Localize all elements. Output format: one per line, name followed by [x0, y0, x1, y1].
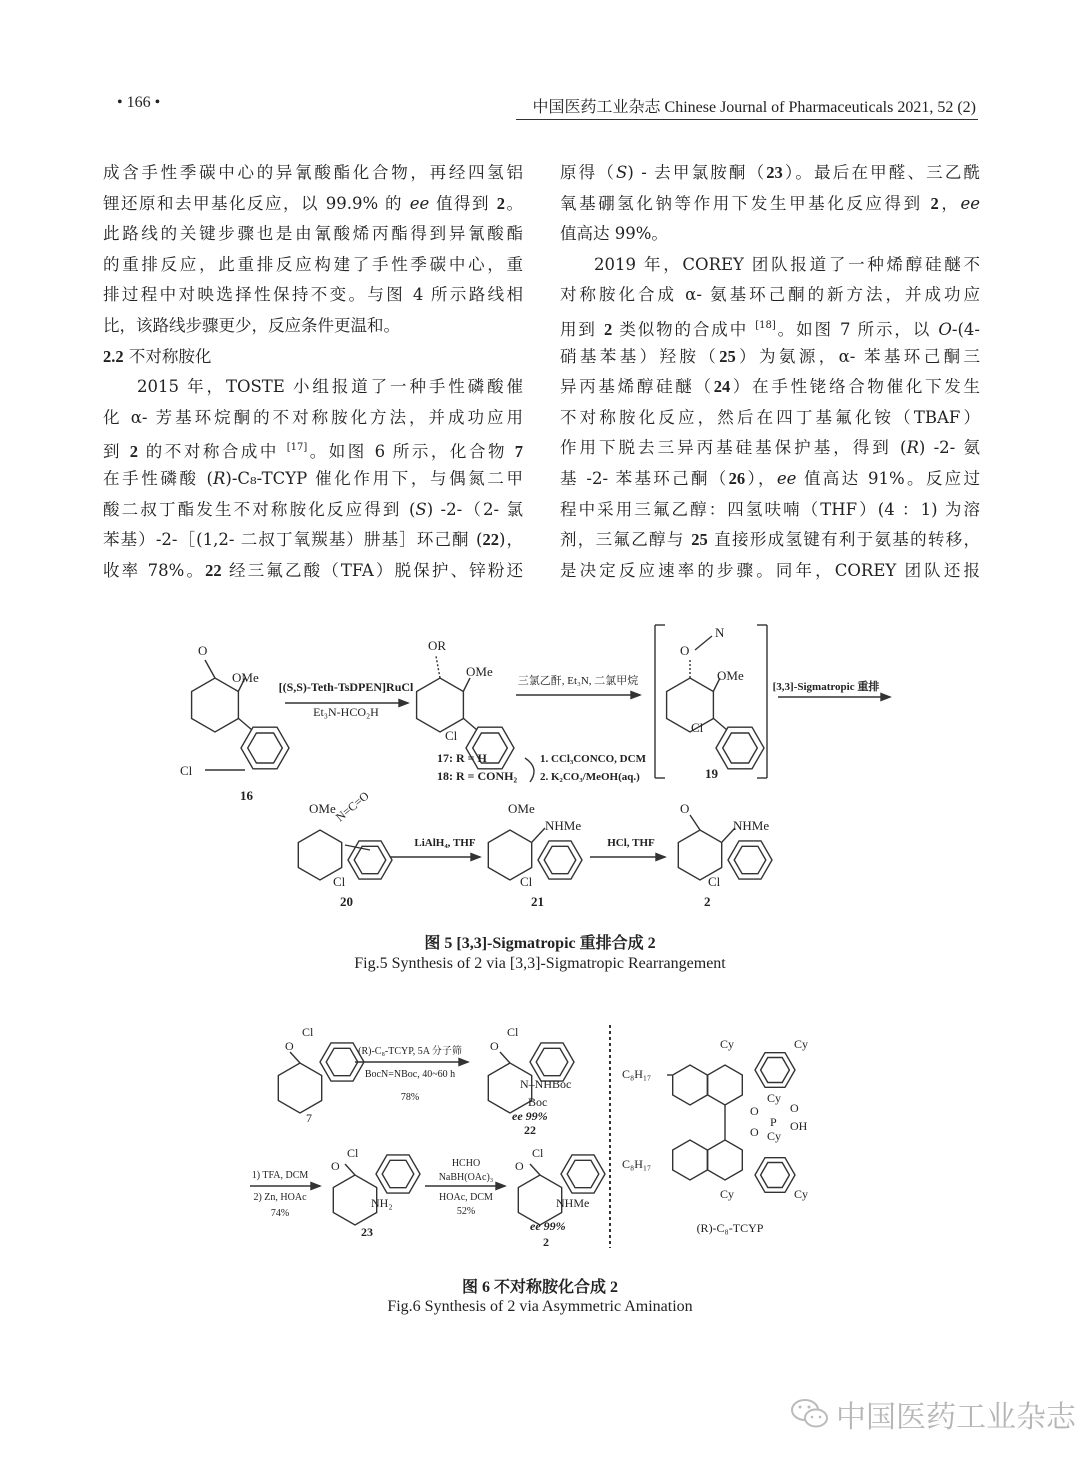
- text-segment: 23: [766, 163, 783, 182]
- atom-label: O: [515, 1159, 524, 1173]
- atom-label: O: [790, 1101, 799, 1115]
- text-segment: 化 α- 芳基环烷酮的不对称胺化方法，并成功应用: [103, 407, 523, 427]
- atom-label: C₈H₁₇: [622, 1157, 652, 1171]
- text-segment: ）。最后在甲醛、三乙酰: [782, 163, 981, 182]
- compound-number: 2: [704, 894, 711, 909]
- bond: [690, 815, 700, 830]
- atom-label: Cy: [767, 1091, 782, 1105]
- compound-number: 22: [524, 1123, 536, 1137]
- ring: [298, 830, 341, 880]
- reagent-label: (R)-C₈-TCYP, 5A 分子筛: [358, 1046, 462, 1057]
- reagent-label: [(S,S)-Teth-TsDPEN]RuCl: [278, 680, 414, 694]
- text-segment: 酸二叔丁酯发生不对称胺化反应得到 (: [103, 499, 416, 519]
- ring: [673, 1065, 708, 1105]
- bond: [290, 1052, 300, 1063]
- text-segment: 。如图 7 所示，以: [775, 319, 939, 339]
- text-segment: R: [212, 468, 226, 488]
- text-segment: 2.2: [103, 346, 124, 366]
- text-segment: 在手性磷酸 (: [103, 468, 213, 488]
- reagent-label: HCHO: [451, 1158, 481, 1169]
- text-segment: 收率 78%。: [103, 560, 206, 580]
- atom-label: NHMe: [733, 818, 770, 833]
- text-segment: )，: [498, 530, 524, 550]
- text-segment: 2: [496, 193, 505, 213]
- compound-number: 23: [361, 1225, 373, 1239]
- atom-label: OMe: [309, 801, 336, 816]
- text-segment: R: [906, 438, 919, 458]
- text-segment: 程中采用三氟乙醇：四氢呋喃（THF）(4 ：1) 为溶: [560, 499, 980, 519]
- compound-label: 18: R = CONH₂: [437, 769, 518, 783]
- atom-label: OR: [428, 638, 447, 653]
- atom-label: Cy: [720, 1187, 735, 1201]
- atom-label: Cl: [445, 728, 458, 743]
- arrowhead: [311, 1183, 320, 1190]
- atom-label: Cl: [520, 874, 533, 889]
- text-segment: 。如图 6 所示，化合物: [307, 442, 515, 462]
- arrowhead: [459, 1059, 468, 1066]
- figure-5-caption-zh: 图 5 [3,3]-Sigmatropic 重排合成 2: [424, 935, 656, 952]
- arrowhead: [496, 1183, 505, 1190]
- text-segment: ee: [960, 193, 981, 213]
- reagent-label: [3,3]-Sigmatropic 重排: [772, 681, 880, 693]
- yield-label: 74%: [270, 1208, 290, 1219]
- atom-label: N: [715, 625, 725, 640]
- compound-number: 2: [543, 1235, 549, 1249]
- text-segment: 2: [603, 319, 613, 339]
- atom-label: NH₂: [371, 1196, 393, 1210]
- aromatic-inner-ring: [544, 846, 576, 873]
- atom-label: NHMe: [556, 1196, 590, 1210]
- text-segment: 排过程中对映选择性保持不变。与图 4 所示路线相: [103, 285, 523, 305]
- reagent-label: NaBH(OAc)₃: [438, 1172, 494, 1183]
- ring: [678, 830, 721, 880]
- aromatic-inner-ring: [567, 1160, 599, 1187]
- atom-label: O: [285, 1039, 294, 1053]
- atom-label: Cl: [347, 1146, 359, 1160]
- text-segment: 22: [205, 560, 222, 580]
- text-segment: )-C₈-TCYP 催化作用下，与偶氮二甲: [225, 468, 523, 488]
- text-segment: 对称胺化合成 α- 氨基环己酮的新方法，并成功应: [560, 285, 980, 305]
- atom-label: Cl: [708, 874, 721, 889]
- text-segment: 剂，三氟乙醇与: [560, 530, 692, 550]
- reagent-label: 2. K₂CO₃/MeOH(aq.): [540, 771, 640, 783]
- atom-label: Cy: [767, 1129, 782, 1143]
- ring: [278, 1063, 321, 1113]
- atom-label: Boc: [528, 1095, 548, 1109]
- reagent-label: HCl, THF: [607, 837, 655, 849]
- reagent-label: Et₃N-HCO₂H: [313, 705, 379, 719]
- bond: [463, 718, 477, 730]
- bond: [205, 660, 215, 678]
- atom-label: O: [331, 1159, 340, 1173]
- compound-number: 21: [531, 894, 544, 909]
- atom-label: Cl: [333, 874, 346, 889]
- aromatic-inner-ring: [248, 733, 283, 763]
- journal-header: 中国医药工业杂志 Chinese Journal of Pharmaceuticals 2021, 52 (2): [532, 99, 976, 116]
- compound-number: 20: [340, 894, 353, 909]
- atom-label: N=C=O: [332, 788, 372, 825]
- text-segment: 直接形成氢键有利于氨基的转移，: [707, 530, 980, 550]
- bond: [695, 636, 712, 650]
- page-number: • 166 •: [117, 94, 161, 111]
- figure-5-caption-en: Fig.5 Synthesis of 2 via [3,3]-Sigmatropic Rearrangement: [354, 955, 726, 972]
- text-segment: O: [938, 319, 952, 339]
- arrowhead: [656, 854, 665, 861]
- bond: [500, 1052, 510, 1063]
- text-segment: 22: [482, 530, 499, 550]
- atom-label: Cy: [794, 1187, 809, 1201]
- text-segment: 2: [129, 442, 139, 462]
- compound-number: 19: [705, 766, 718, 781]
- atom-label: OMe: [508, 801, 535, 816]
- text-segment: 原得（: [560, 163, 617, 182]
- atom-label: O: [198, 643, 208, 658]
- arrowhead: [471, 854, 480, 861]
- reagent-label: 1) TFA, DCM: [251, 1170, 309, 1181]
- text-segment: 24: [713, 377, 731, 397]
- atom-label: O: [680, 801, 690, 816]
- ring: [667, 678, 714, 732]
- aromatic-inner-ring: [761, 1058, 790, 1083]
- text-segment: 的重排反应，此重排反应构建了手性季碳中心，重: [103, 254, 523, 274]
- text-segment: 苯基）-2-［(1,2- 二叔丁氧羰基）肼基］环己酮 (: [103, 530, 483, 550]
- text-segment: 2019 年，COREY 团队报道了一种烯醇硅醚不: [594, 254, 980, 274]
- aromatic-inner-ring: [734, 846, 766, 873]
- text-segment: 不对称胺化反应，然后在四丁基氟化铵（TBAF）: [560, 407, 980, 427]
- text-segment: 此路线的关键步骤也是由氰酸烯丙酯得到异氰酸酯: [103, 224, 523, 244]
- atom-label: OMe: [466, 664, 493, 679]
- bond: [532, 828, 545, 842]
- compound-label: 17: R = H: [437, 751, 487, 765]
- bond: [530, 1164, 540, 1175]
- text-segment: 类似物的合成中: [612, 319, 756, 339]
- text-segment: 值高达 99%。: [560, 224, 668, 244]
- figure-5-scheme: [180, 625, 879, 909]
- catalyst-name: (R)-C₈-TCYP: [696, 1221, 764, 1235]
- atom-label: Cl: [180, 763, 193, 778]
- aromatic-inner-ring: [723, 733, 758, 763]
- atom-label: NHMe: [545, 818, 582, 833]
- text-segment: 不对称胺化: [123, 346, 212, 366]
- bond: [238, 718, 252, 730]
- reagent-label: 2) Zn, HOAc: [253, 1192, 307, 1203]
- text-segment: 的不对称合成中: [138, 442, 287, 462]
- text-segment: ）为氨源，α- 苯基环己酮三: [735, 346, 980, 366]
- bond: [345, 1164, 355, 1175]
- atom-label: Cy: [720, 1037, 735, 1051]
- text-segment: 异丙基烯醇硅醚（: [560, 377, 714, 397]
- aromatic-inner-ring: [354, 846, 386, 873]
- text-segment: 经三氟乙酸（TFA）脱保护、锌粉还: [221, 560, 524, 580]
- text-segment: -(4-: [951, 319, 980, 339]
- text-segment: [17]: [286, 442, 308, 454]
- text-segment: 26: [728, 468, 746, 488]
- text-segment: ) -2- 氨: [918, 438, 980, 458]
- text-segment: ），: [745, 468, 777, 488]
- reagent-label: 三氯乙酐, Et₃N, 二氯甲烷: [517, 675, 639, 687]
- text-segment: 。: [505, 193, 524, 213]
- ring: [417, 678, 464, 732]
- text-segment: 值得到: [429, 193, 497, 213]
- compound-number: 7: [306, 1111, 312, 1125]
- text-segment: ) - 去甲氯胺酮（: [627, 163, 767, 182]
- curved-arrow: [525, 758, 534, 782]
- watermark: [790, 1392, 1076, 1436]
- text-segment: S: [616, 163, 628, 182]
- aromatic-inner-ring: [326, 1048, 358, 1075]
- aromatic-inner-ring: [536, 1048, 568, 1075]
- atom-label: Cl: [507, 1025, 519, 1039]
- ring: [708, 1140, 743, 1180]
- atom-label: O: [750, 1125, 759, 1139]
- atom-label: OH: [790, 1119, 808, 1133]
- aromatic-inner-ring: [382, 1160, 414, 1187]
- yield-label: 78%: [400, 1092, 420, 1103]
- ring: [673, 1140, 708, 1180]
- ring: [192, 678, 239, 732]
- atom-label: Cy: [794, 1037, 809, 1051]
- atom-label: O: [750, 1104, 759, 1118]
- compound-number: 16: [240, 788, 253, 803]
- text-segment: 比，该路线步骤更少，反应条件更温和。: [103, 315, 400, 335]
- text-segment: ee: [409, 193, 430, 213]
- atom-label: Cl: [302, 1025, 314, 1039]
- atom-label: O: [490, 1039, 499, 1053]
- reagent-label: 1. CCl₃CONCO, DCM: [540, 753, 646, 765]
- reagent-label: HOAc, DCM: [439, 1192, 493, 1203]
- text-segment: 2: [930, 193, 939, 213]
- text-segment: ee: [776, 468, 797, 488]
- arrowhead: [631, 692, 640, 699]
- wechat-icon: [790, 1397, 830, 1431]
- text-segment: S: [415, 499, 427, 519]
- text-segment: 是决定反应速率的步骤。同年，COREY 团队还报: [560, 560, 980, 580]
- figure-6-caption-zh: 图 6 不对称胺化合成 2: [461, 1279, 618, 1296]
- text-segment: ) -2-（2- 氯: [426, 499, 523, 519]
- text-segment: 25: [691, 530, 708, 550]
- text-segment: ）在手性铑络合物催化下发生: [730, 377, 981, 397]
- text-segment: 作用下脱去三异丙基硅基保护基，得到 (: [560, 438, 907, 458]
- text-segment: ，: [938, 193, 961, 213]
- reagent-label: LiAlH₄, THF: [414, 837, 476, 849]
- atom-label: OMe: [717, 668, 744, 683]
- text-segment: 氧基硼氢化钠等作用下发生甲基化反应得到: [560, 193, 931, 213]
- text-segment: 7: [514, 442, 523, 462]
- text-segment: 用到: [560, 319, 604, 339]
- bond: [463, 678, 470, 692]
- atom-label: Cl: [532, 1146, 544, 1160]
- text-segment: 锂还原和去甲基化反应，以 99.9% 的: [103, 193, 410, 213]
- text-segment: 到: [103, 442, 130, 462]
- text-segment: 基 -2- 苯基环己酮（: [560, 468, 729, 488]
- atom-label: O: [680, 643, 690, 658]
- watermark-text: 中国医药工业杂志: [836, 1400, 1076, 1435]
- text-segment: [18]: [755, 319, 776, 331]
- aromatic-inner-ring: [761, 1163, 790, 1188]
- reagent-label: BocN=NBoc, 40~60 h: [364, 1069, 456, 1080]
- text-segment: 值高达 91%。反应过: [796, 468, 981, 488]
- text-segment: 25: [719, 346, 736, 366]
- bond: [436, 656, 440, 678]
- text-segment: 成含手性季碳中心的异氰酸酯化合物，再经四氢铝: [103, 163, 523, 182]
- text-segment: 硝基苯基）羟胺（: [560, 346, 720, 366]
- atom-label: OMe: [232, 670, 259, 685]
- figure-6-caption-en: Fig.6 Synthesis of 2 via Asymmetric Amination: [387, 1298, 693, 1315]
- ring: [708, 1065, 743, 1105]
- atom-label: P: [770, 1115, 777, 1129]
- atom-label: N‒NHBoc: [520, 1077, 572, 1091]
- yield-label: 52%: [456, 1206, 476, 1217]
- text-segment: 2015 年，TOSTE 小组报道了一种手性磷酸催: [137, 377, 523, 397]
- bond: [713, 718, 727, 730]
- arrowhead: [881, 694, 890, 701]
- ee-label: ee 99%: [530, 1219, 566, 1233]
- ee-label: ee 99%: [512, 1109, 548, 1123]
- ring: [488, 830, 531, 880]
- atom-label: Cl: [691, 720, 704, 735]
- arrowhead: [399, 700, 408, 707]
- atom-label: C₈H₁₇: [622, 1067, 652, 1081]
